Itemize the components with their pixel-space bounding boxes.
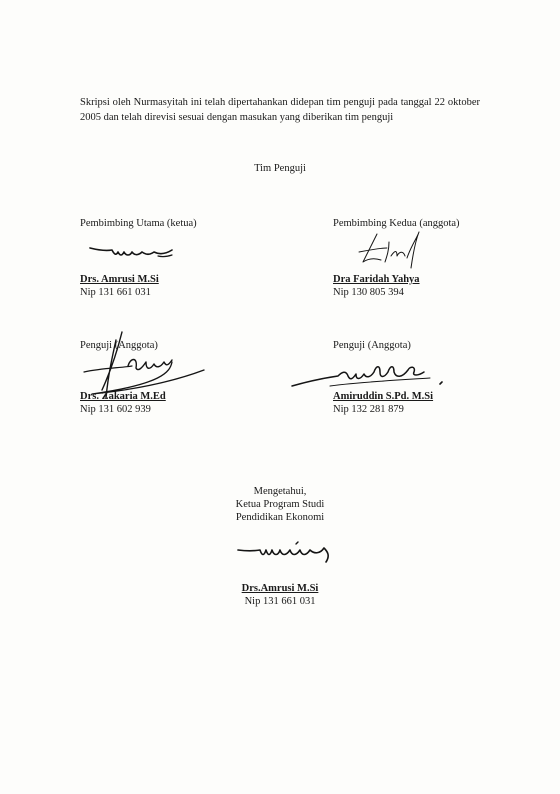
acknowledgement-block (0, 485, 560, 524)
acknowledgement-line: Mengetahui, (253, 486, 307, 497)
acknowledgement-name: Drs.Amrusi M.Si (241, 583, 319, 594)
examiner-role: Pembimbing Kedua (anggota) (333, 218, 460, 229)
examiner-nip: Nip 131 661 031 (80, 287, 151, 298)
examiner-name: Drs. Zakaria M.Ed (80, 391, 166, 402)
examiner-role: Penguji (Anggota) (333, 340, 411, 351)
examiner-top-left (80, 217, 197, 230)
acknowledgement-signer (0, 582, 560, 608)
team-title: Tim Penguji (254, 163, 306, 174)
intro-paragraph: Skripsi oleh Nurmasyitah ini telah dipertahankan didepan tim penguji pada tanggal 22 oktober 2005 dan telah direvisi sesuai dengan masukan yang diberikan tim penguji (80, 97, 480, 123)
examiner-role: Penguji (Anggota) (80, 340, 158, 351)
examiner-name: Drs. Amrusi M.Si (80, 274, 159, 285)
examiner-name: Dra Faridah Yahya (333, 274, 420, 285)
acknowledgement-nip: Nip 131 661 031 (244, 596, 316, 607)
examiner-nip: Nip 131 602 939 (80, 404, 151, 415)
examiner-role: Pembimbing Utama (ketua) (80, 218, 197, 229)
signature-amrusi-top (88, 238, 178, 266)
examiner-name: Amiruddin S.Pd. M.Si (333, 391, 434, 402)
examiner-bottom-right (333, 339, 411, 352)
examiner-top-right-details (333, 273, 420, 299)
signature-faridah (355, 228, 425, 273)
acknowledgement-line: Ketua Program Studi (235, 499, 325, 510)
examiner-nip: Nip 130 805 394 (333, 287, 404, 298)
acknowledgement-line: Pendidikan Ekonomi (235, 512, 325, 523)
examiner-top-left-details (80, 273, 159, 299)
examiner-nip: Nip 132 281 879 (333, 404, 404, 415)
signature-amrusi-bottom (236, 538, 336, 566)
examiner-bottom-left-details (80, 390, 166, 416)
examiner-bottom-right-details (333, 390, 433, 416)
